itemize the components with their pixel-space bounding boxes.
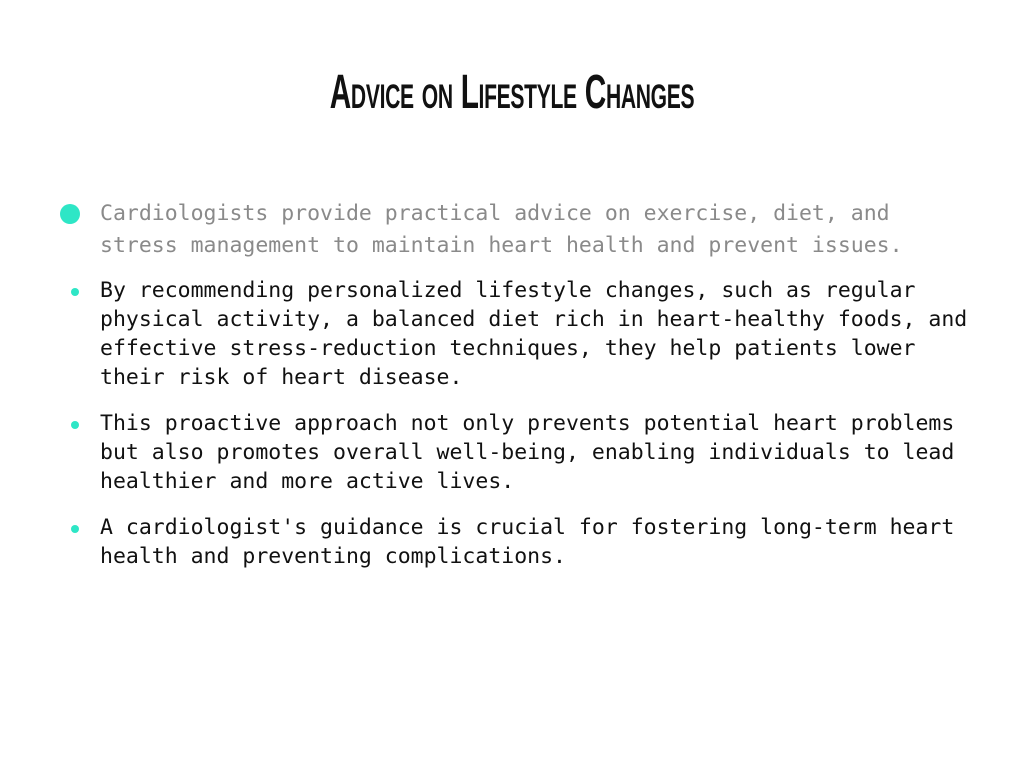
bullet-text: By recommending personalized lifestyle changes, such as regular physical activity, a balanced diet rich in heart-healthy foods, and effective stress-reduction techniques, they help patients lower their risk of heart disease. <box>100 278 968 390</box>
bullet-dot-icon <box>71 421 79 429</box>
bullet-text: This proactive approach not only prevents potential heart problems but also promotes overall well-being, enabling individuals to lead healthier and more active lives. <box>100 411 955 494</box>
bullet-text: Cardiologists provide practical advice on exercise, diet, and stress management to maintain heart health and prevent issues. <box>100 201 903 258</box>
bullet-dot-icon <box>60 204 80 224</box>
bullet-dot-icon <box>71 288 79 296</box>
bullet-text: A cardiologist's guidance is crucial for fostering long-term heart health and preventing complications. <box>100 515 955 569</box>
bullet-item <box>60 409 970 496</box>
bullet-list <box>60 198 970 588</box>
bullet-item <box>60 513 970 571</box>
bullet-dot-icon <box>71 525 79 533</box>
bullet-item <box>60 198 970 262</box>
slide-title: Advice on Lifestyle Changes <box>329 66 695 119</box>
bullet-item <box>60 276 970 392</box>
